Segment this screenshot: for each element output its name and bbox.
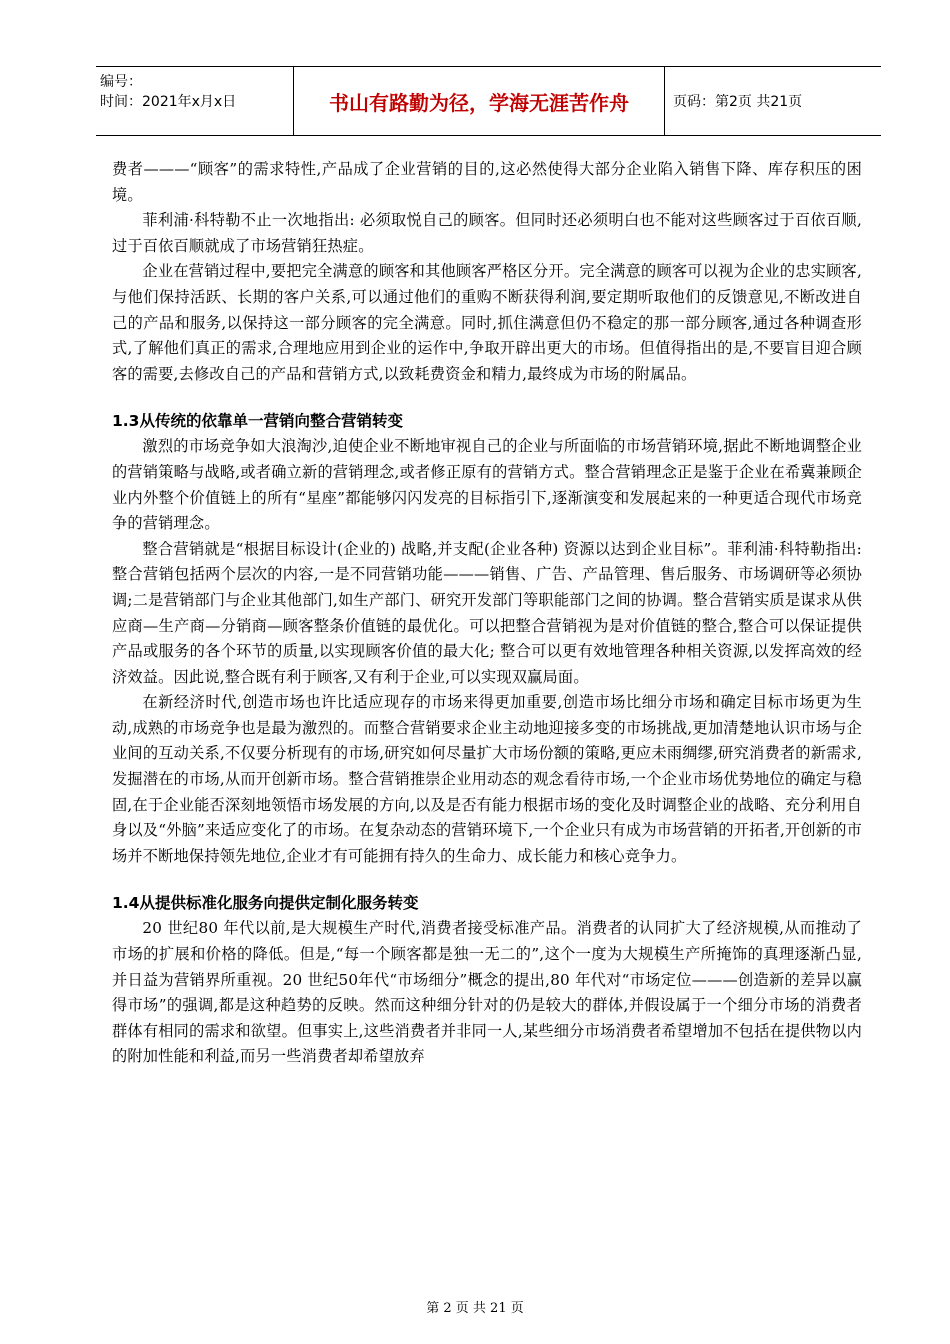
section-heading-1-3: 1.3从传统的依靠单一营销向整合营销转变 (112, 412, 403, 431)
paragraph-2: 菲利浦·科特勒不止一次地指出: 必须取悦自己的顾客。但同时还必须明白也不能对这些顾客过于百依百顺,过于百依百顺就成了市场营销狂热症。 (112, 211, 862, 255)
page-footer: 第 2 页 共 21 页 (426, 1301, 524, 1316)
paragraph-3: 企业在营销过程中,要把完全满意的顾客和其他顾客严格区分开。完全满意的顾客可以视为企业的忠实顾客,与他们保持活跃、长期的客户关系,可以通过他们的重购不断获得利润,要定期听取他们的反馈意见,不断改进自己的产品和服务,以保持这一部分顾客的完全满意。同时,抓住满意但仍不稳定的那一部分顾客,通过各种调查形式,了解他们真正的需求,合理地应用到企业的运作中,争取开辟出更大的市场。但值得指出的是,不要盲目迎合顾客的需要,去修改自己的产品和营销方式,以致耗费资金和精力,最终成为市场的附属品。 (112, 262, 862, 383)
paragraph-4: 激烈的市场竞争如大浪淘沙,迫使企业不断地审视自己的企业与所面临的市场营销环境,据此不断地调整企业的营销策略与战略,或者确立新的营销理念,或者修正原有的营销方式。整合营销理念正是鉴于企业在希冀兼顾企业内外整个价值链上的所有“星座”都能够闪闪发亮的目标指引下,逐渐演变和发展起来的一种更适合现代市场竞争的营销理念。 (112, 437, 862, 533)
header-meta-cell (96, 67, 293, 135)
section-heading-1-4: 1.4从提供标准化服务向提供定制化服务转变 (112, 894, 419, 913)
header-page-info: 页码：第2页 共21页 (673, 94, 803, 110)
paragraph-5: 整合营销就是“根据目标设计(企业的) 战略,并支配(企业各种) 资源以达到企业目标”。菲利浦·科特勒指出:整合营销包括两个层次的内容,一是不同营销功能———销售、广告、产品管理、售后服务、市场调研等必须协调;二是营销部门与企业其他部门,如生产部门、研究开发部门等职能部门之间的协调。整合营销实质是谋求从供应商—生产商—分销商—顾客整条价值链的最优化。可以把整合营销视为是对价值链的整合,整合可以保证提供产品或服务的各个环节的质量,以实现顾客价值的最大化; 整合可以更有效地管理各种相关资源,以发挥高效的经济效益。因此说,整合既有利于顾客,又有利于企业,可以实现双赢局面。 (112, 539, 862, 686)
document-header (96, 66, 881, 136)
time-label: 时间：2021年x月x日 (100, 94, 237, 110)
paragraph-7: 20 世纪80 年代以前,是大规模生产时代,消费者接受标准产品。消费者的认同扩大了经济规模,从而推动了市场的扩展和价格的降低。但是,“每一个顾客都是独一无二的”,这个一度为大规模生产所掩饰的真理逐渐凸显,并日益为营销界所重视。20 世纪50年代“市场细分”概念的提出,80 年代对“市场定位———创造新的差异以赢得市场”的强调,都是这种趋势的反映。然而这种细分针对的仍是较大的群体,并假设属于一个细分市场的消费者群体有相同的需求和欲望。但事实上,这些消费者并非同一人,某些细分市场消费者希望增加不包括在提供物以内的附加性能和利益,而另一些消费者却希望放弃 (112, 919, 862, 1066)
document-body (112, 157, 862, 1070)
header-motto: 书山有路勤为径，学海无涯苦作舟 (293, 67, 665, 135)
number-label: 编号： (100, 74, 142, 90)
paragraph-6: 在新经济时代,创造市场也许比适应现存的市场来得更加重要,创造市场比细分市场和确定目标市场更为生动,成熟的市场竞争也是最为激烈的。而整合营销要求企业主动地迎接多变的市场挑战,更加清楚地认识市场与企业间的互动关系,不仅要分析现有的市场,研究如何尽量扩大市场份额的策略,更应未雨绸缪,研究消费者的新需求,发掘潜在的市场,从而开创新市场。整合营销推崇企业用动态的观念看待市场,一个企业市场优势地位的确定与稳固,在于企业能否深刻地领悟市场发展的方向,以及是否有能力根据市场的变化及时调整企业的战略、充分利用自身以及“外脑”来适应变化了的市场。在复杂动态的营销环境下,一个企业只有成为市场营销的开拓者,开创新的市场并不断地保持领先地位,企业才有可能拥有持久的生命力、成长能力和核心竞争力。 (112, 693, 862, 865)
paragraph-1: 费者———“顾客”的需求特性,产品成了企业营销的目的,这必然使得大部分企业陷入销售下降、库存积压的困境。 (112, 160, 862, 204)
